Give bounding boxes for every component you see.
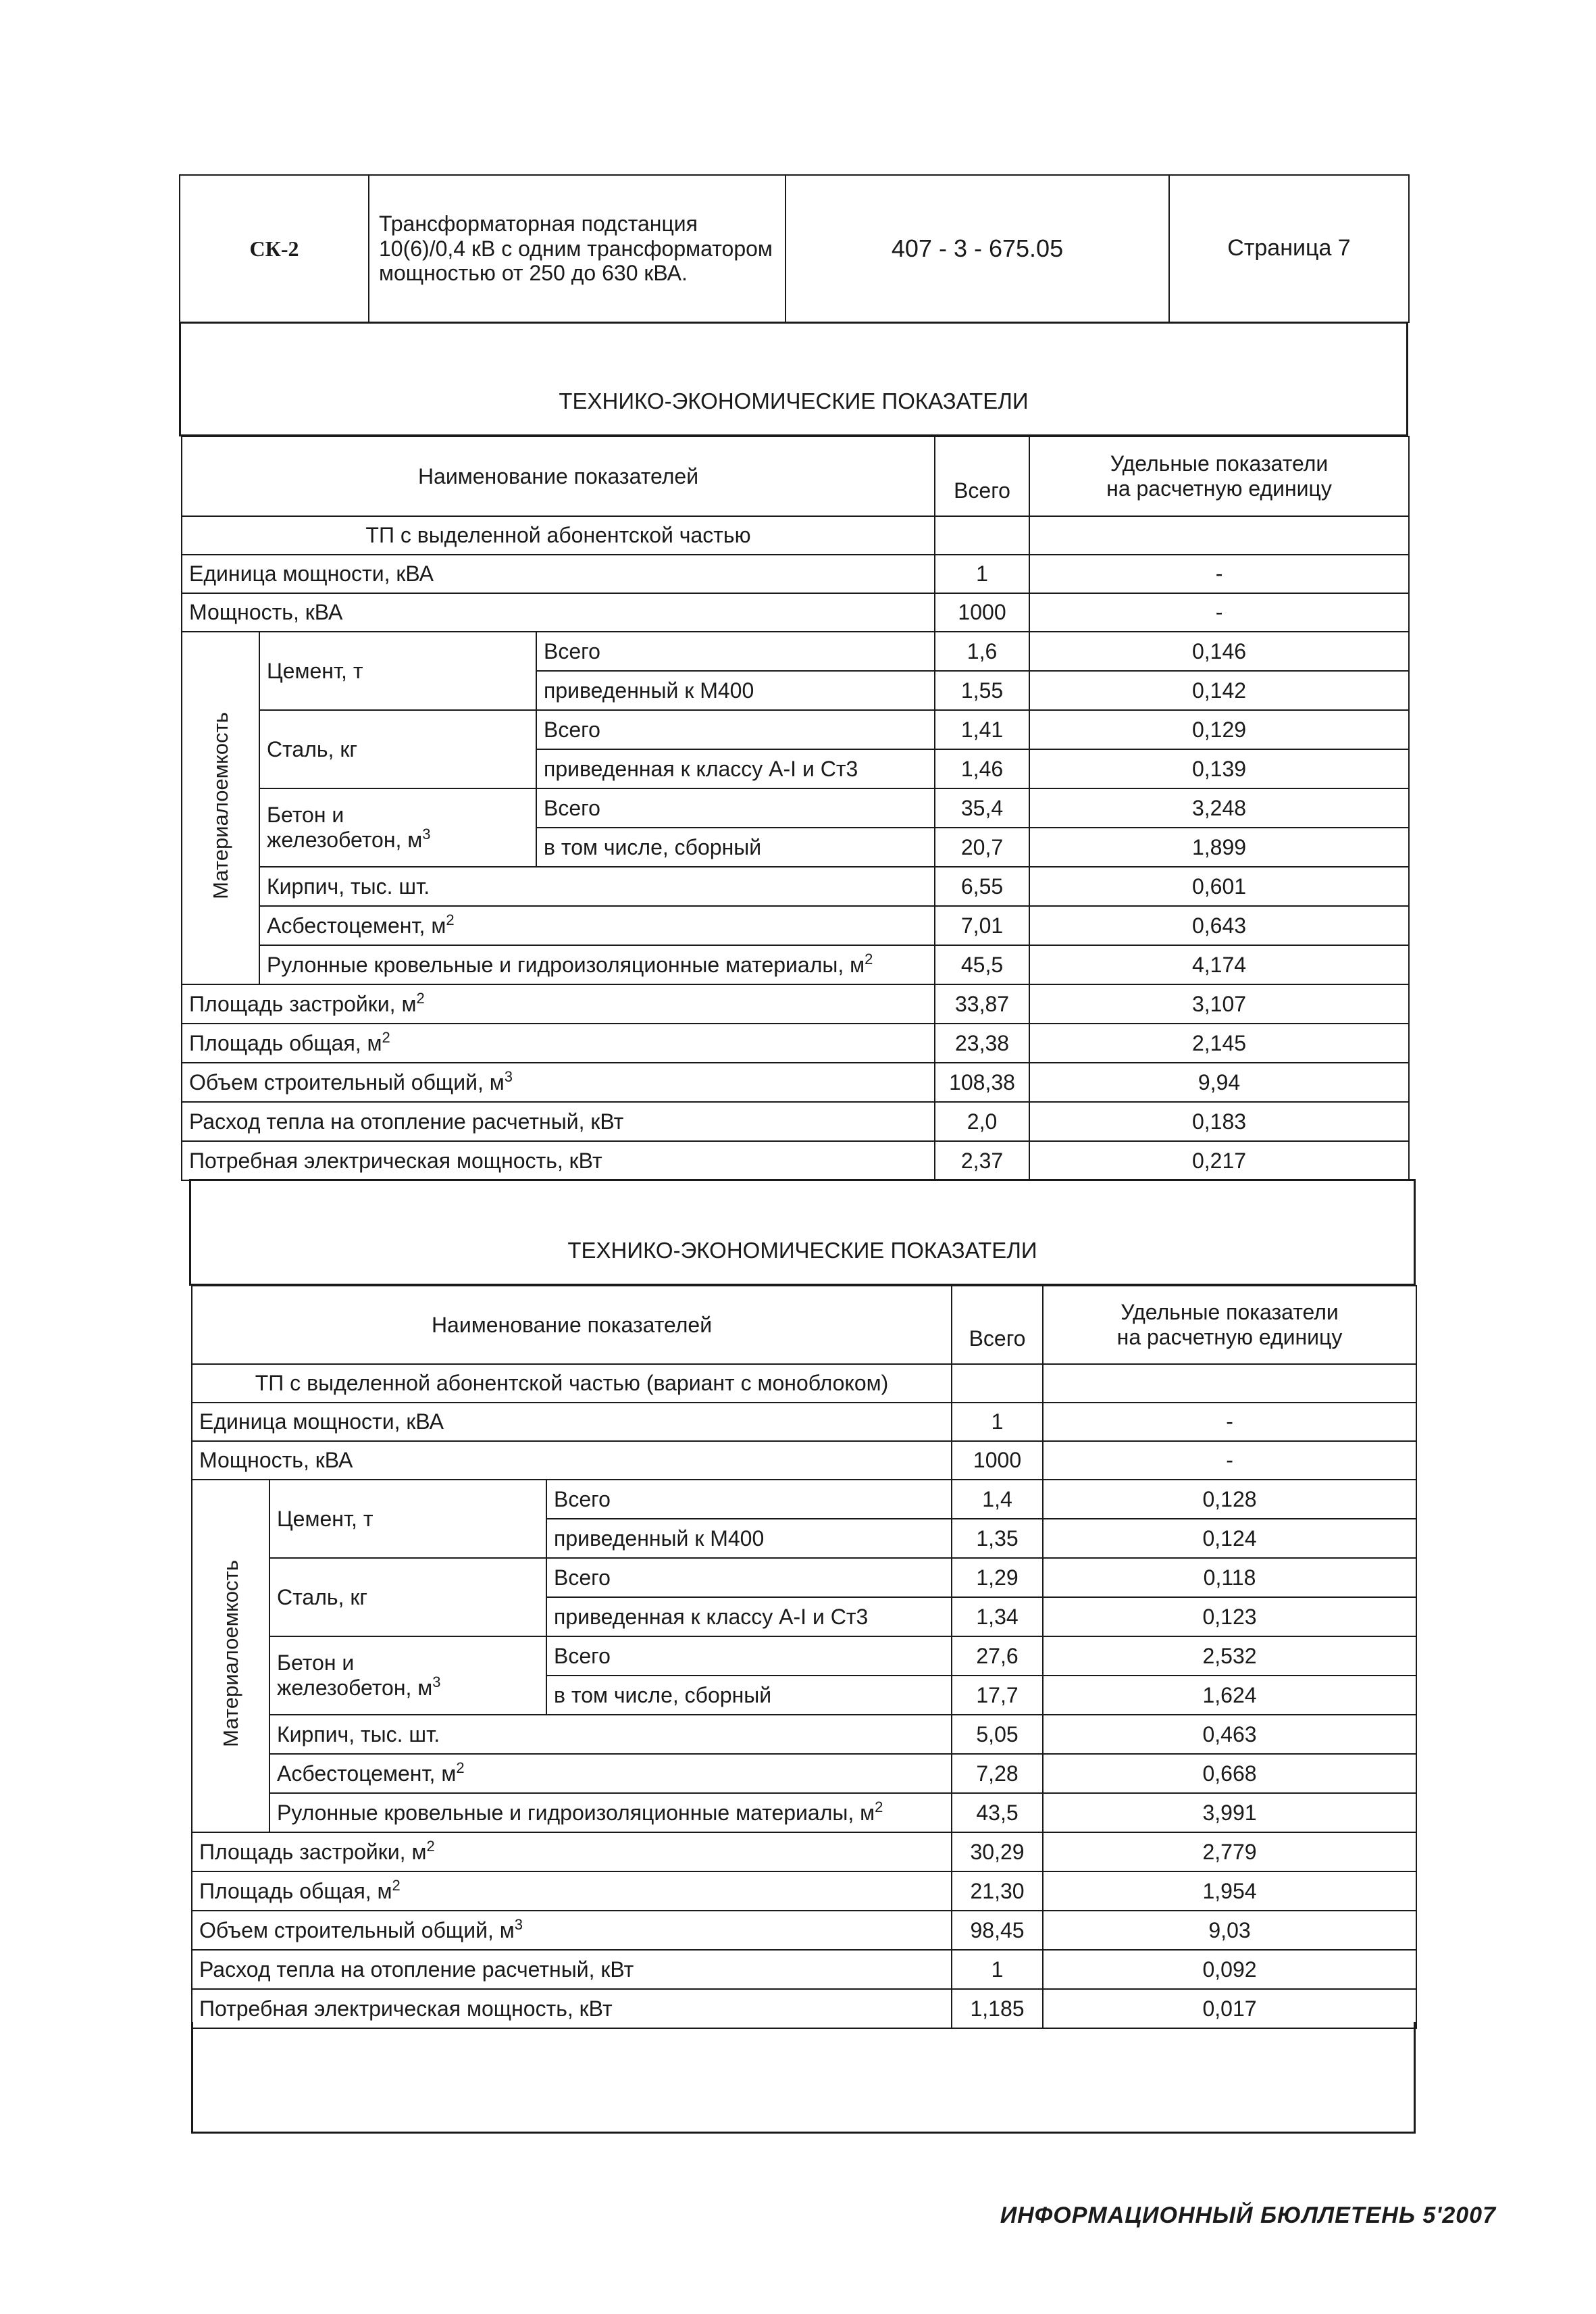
row-specific: 3,107 (1029, 984, 1409, 1024)
row-total: 7,28 (952, 1754, 1043, 1793)
section-2-frame (189, 1179, 1416, 1286)
row-total: 17,7 (952, 1676, 1043, 1715)
table-row (182, 1102, 1409, 1141)
row-label: Мощность, кВА (182, 593, 935, 632)
row-label-line: Бетон и (267, 803, 344, 828)
section-1-frame (179, 322, 1408, 436)
row-label (182, 1063, 935, 1102)
row-total: 98,45 (952, 1911, 1043, 1950)
header-title-line: 10(6)/0,4 кВ с одним трансформатором (379, 236, 773, 261)
unit-superscript: 3 (504, 1067, 513, 1085)
unit-superscript: 3 (514, 1915, 523, 1933)
table-row (182, 516, 1409, 555)
group-label: ТП с выделенной абонентской частью (182, 516, 935, 555)
empty-cell (1029, 516, 1409, 555)
table-row (182, 710, 1409, 749)
row-label: Единица мощности, кВА (192, 1403, 952, 1441)
empty-cell (935, 516, 1029, 555)
row-total: 1,41 (935, 710, 1029, 749)
table-row (182, 555, 1409, 593)
row-specific: 9,03 (1043, 1911, 1416, 1950)
row-total: 1,29 (952, 1558, 1043, 1597)
row-specific: 0,123 (1043, 1597, 1416, 1636)
row-label: Кирпич, тыс. шт. (269, 1715, 952, 1754)
row-label (269, 1793, 952, 1832)
table-row (192, 1441, 1416, 1480)
material-label: Материалоемкость (218, 1559, 242, 1747)
table-row (192, 1793, 1416, 1832)
row-sublabel: приведенная к классу A-I и Ст3 (536, 749, 935, 788)
row-label: Расход тепла на отопление расчетный, кВт (182, 1102, 935, 1141)
row-label-line (267, 828, 529, 853)
col-specific-line: Удельные показатели (1110, 451, 1329, 476)
table-row (192, 1636, 1416, 1676)
row-specific: 2,779 (1043, 1832, 1416, 1871)
table-row (192, 1558, 1416, 1597)
row-sublabel: Всего (536, 710, 935, 749)
row-label (192, 1871, 952, 1911)
row-label: Мощность, кВА (192, 1441, 952, 1480)
row-total: 1,35 (952, 1519, 1043, 1558)
row-sublabel: приведенный к М400 (546, 1519, 952, 1558)
row-specific: 3,248 (1029, 788, 1409, 828)
row-specific: 0,601 (1029, 867, 1409, 906)
row-label-text: Площадь общая, м (199, 1878, 392, 1903)
col-total-header: Всего (952, 1286, 1043, 1364)
table-row (192, 1364, 1416, 1403)
row-label: Единица мощности, кВА (182, 555, 935, 593)
page-number: Страница 7 (1169, 175, 1409, 322)
header-title (369, 175, 786, 322)
row-specific: 9,94 (1029, 1063, 1409, 1102)
row-sublabel: приведенный к М400 (536, 671, 935, 710)
header-title-line: Трансформаторная подстанция (379, 211, 698, 236)
unit-superscript: 3 (422, 826, 431, 842)
row-label (182, 1024, 935, 1063)
row-label-text: железобетон, м (267, 828, 423, 852)
section-2-title: ТЕХНИКО-ЭКОНОМИЧЕСКИЕ ПОКАЗАТЕЛИ (567, 1238, 1037, 1263)
material-label: Материалоемкость (208, 711, 232, 899)
row-total: 33,87 (935, 984, 1029, 1024)
row-specific: 2,145 (1029, 1024, 1409, 1063)
row-specific: 0,643 (1029, 906, 1409, 945)
row-specific: 0,124 (1043, 1519, 1416, 1558)
row-specific: 0,217 (1029, 1141, 1409, 1180)
material-group-cell (182, 632, 259, 984)
row-total: 108,38 (935, 1063, 1029, 1102)
row-total: 6,55 (935, 867, 1029, 906)
col-name-header: Наименование показателей (182, 436, 935, 516)
row-total: 1,4 (952, 1480, 1043, 1519)
row-total: 21,30 (952, 1871, 1043, 1911)
row-total: 45,5 (935, 945, 1029, 984)
row-specific: - (1043, 1441, 1416, 1480)
col-specific-line: на расчетную единицу (1116, 1325, 1343, 1349)
row-total: 1,6 (935, 632, 1029, 671)
row-sublabel: приведенная к классу A-I и Ст3 (546, 1597, 952, 1636)
table-row (192, 1950, 1416, 1989)
table-row (192, 1911, 1416, 1950)
row-total: 5,05 (952, 1715, 1043, 1754)
unit-superscript: 2 (456, 1759, 465, 1776)
col-specific-header (1043, 1286, 1416, 1364)
row-label (182, 984, 935, 1024)
row-label-text: Площадь застройки, м (199, 1839, 427, 1864)
row-specific: 4,174 (1029, 945, 1409, 984)
row-total: 27,6 (952, 1636, 1043, 1676)
table-header-row (182, 436, 1409, 516)
unit-superscript: 2 (865, 950, 873, 967)
table-row (182, 945, 1409, 984)
table-row (192, 1403, 1416, 1441)
col-specific-header (1029, 436, 1409, 516)
table-row (182, 632, 1409, 671)
header-title-line: мощностью от 250 до 630 кВА. (379, 261, 688, 286)
row-specific: 0,463 (1043, 1715, 1416, 1754)
col-total-header: Всего (935, 436, 1029, 516)
row-total: 2,37 (935, 1141, 1029, 1180)
row-label: Потребная электрическая мощность, кВт (182, 1141, 935, 1180)
row-total: 35,4 (935, 788, 1029, 828)
title-block (179, 174, 1410, 323)
row-specific: 2,532 (1043, 1636, 1416, 1676)
row-specific: 0,146 (1029, 632, 1409, 671)
row-total: 2,0 (935, 1102, 1029, 1141)
table-row (182, 1063, 1409, 1102)
row-specific: 0,183 (1029, 1102, 1409, 1141)
empty-cell (952, 1364, 1043, 1403)
row-label-text: Объем строительный общий, м (199, 1917, 515, 1942)
table-row (182, 984, 1409, 1024)
row-specific: 0,139 (1029, 749, 1409, 788)
row-label-text: Асбестоцемент, м (277, 1761, 457, 1786)
row-sublabel: Всего (546, 1480, 952, 1519)
row-specific: - (1029, 555, 1409, 593)
indicators-table-1 (181, 436, 1410, 1181)
row-label: Цемент, т (259, 632, 536, 710)
row-sublabel: Всего (536, 788, 935, 828)
row-label-concrete (259, 788, 536, 867)
row-label (192, 1911, 952, 1950)
bottom-empty-frame (191, 2022, 1416, 2134)
table-row (192, 1754, 1416, 1793)
row-label (269, 1754, 952, 1793)
row-specific: 0,118 (1043, 1558, 1416, 1597)
table-row (182, 1141, 1409, 1180)
row-label-line (277, 1676, 539, 1701)
row-total: 7,01 (935, 906, 1029, 945)
row-specific: 1,899 (1029, 828, 1409, 867)
table-header-row (192, 1286, 1416, 1364)
row-specific: 0,668 (1043, 1754, 1416, 1793)
table-row (192, 1480, 1416, 1519)
row-label-text: Объем строительный общий, м (189, 1070, 505, 1095)
unit-superscript: 3 (432, 1674, 441, 1690)
row-label-text: Площадь застройки, м (189, 991, 417, 1016)
unit-superscript: 2 (875, 1798, 883, 1815)
table-row (182, 593, 1409, 632)
table-row (192, 1871, 1416, 1911)
row-specific: 0,092 (1043, 1950, 1416, 1989)
material-group-cell (192, 1480, 269, 1832)
unit-superscript: 2 (416, 989, 425, 1007)
row-specific: 0,129 (1029, 710, 1409, 749)
doc-number: 407 - 3 - 675.05 (786, 175, 1169, 322)
row-total: 1,34 (952, 1597, 1043, 1636)
table-row (192, 1832, 1416, 1871)
row-total: 1,55 (935, 671, 1029, 710)
col-specific-line: Удельные показатели (1121, 1300, 1339, 1325)
row-specific: 0,142 (1029, 671, 1409, 710)
row-label-text: железобетон, м (277, 1676, 433, 1700)
indicators-table-2 (191, 1285, 1417, 2029)
row-sublabel: Всего (536, 632, 935, 671)
row-total: 43,5 (952, 1793, 1043, 1832)
row-specific: 1,954 (1043, 1871, 1416, 1911)
table-row (182, 906, 1409, 945)
row-total: 1 (952, 1403, 1043, 1441)
row-specific: - (1029, 593, 1409, 632)
table-row (182, 1024, 1409, 1063)
row-label: Расход тепла на отопление расчетный, кВт (192, 1950, 952, 1989)
row-label: Сталь, кг (269, 1558, 546, 1636)
row-specific: 0,128 (1043, 1480, 1416, 1519)
row-sublabel: Всего (546, 1558, 952, 1597)
table-row (182, 788, 1409, 828)
row-total: 1000 (952, 1441, 1043, 1480)
row-total: 20,7 (935, 828, 1029, 867)
row-sublabel: в том числе, сборный (536, 828, 935, 867)
row-total: 1,185 (952, 1989, 1043, 2028)
row-label: Цемент, т (269, 1480, 546, 1558)
unit-superscript: 2 (446, 911, 455, 928)
row-label: Сталь, кг (259, 710, 536, 788)
row-label (192, 1832, 952, 1871)
row-total: 1,46 (935, 749, 1029, 788)
unit-superscript: 2 (382, 1028, 390, 1046)
row-label-text: Асбестоцемент, м (267, 913, 446, 938)
row-specific: - (1043, 1403, 1416, 1441)
unit-superscript: 2 (426, 1837, 435, 1855)
series-code: СК-2 (180, 175, 369, 322)
table-row (192, 1715, 1416, 1754)
group-label: ТП с выделенной абонентской частью (вариант с моноблоком) (192, 1364, 952, 1403)
row-specific: 0,017 (1043, 1989, 1416, 2028)
row-sublabel: в том числе, сборный (546, 1676, 952, 1715)
col-specific-line: на расчетную единицу (1106, 476, 1332, 501)
row-total: 1 (952, 1950, 1043, 1989)
row-specific: 3,991 (1043, 1793, 1416, 1832)
row-label (259, 945, 935, 984)
empty-cell (1043, 1364, 1416, 1403)
row-label-text: Рулонные кровельные и гидроизоляционные материалы, м (277, 1800, 875, 1825)
table-row (182, 867, 1409, 906)
row-label: Потребная электрическая мощность, кВт (192, 1989, 952, 2028)
row-total: 30,29 (952, 1832, 1043, 1871)
section-1-title: ТЕХНИКО-ЭКОНОМИЧЕСКИЕ ПОКАЗАТЕЛИ (559, 388, 1029, 413)
row-label-line: Бетон и (277, 1651, 355, 1676)
row-label-concrete (269, 1636, 546, 1715)
bulletin-footer: ИНФОРМАЦИОННЫЙ БЮЛЛЕТЕНЬ 5'2007 (1000, 2203, 1496, 2228)
row-label-text: Рулонные кровельные и гидроизоляционные материалы, м (267, 952, 865, 977)
row-label: Кирпич, тыс. шт. (259, 867, 935, 906)
row-sublabel: Всего (546, 1636, 952, 1676)
unit-superscript: 2 (392, 1876, 401, 1894)
col-name-header: Наименование показателей (192, 1286, 952, 1364)
row-total: 23,38 (935, 1024, 1029, 1063)
row-label (259, 906, 935, 945)
row-total: 1000 (935, 593, 1029, 632)
row-specific: 1,624 (1043, 1676, 1416, 1715)
row-label-text: Площадь общая, м (189, 1030, 382, 1055)
row-total: 1 (935, 555, 1029, 593)
